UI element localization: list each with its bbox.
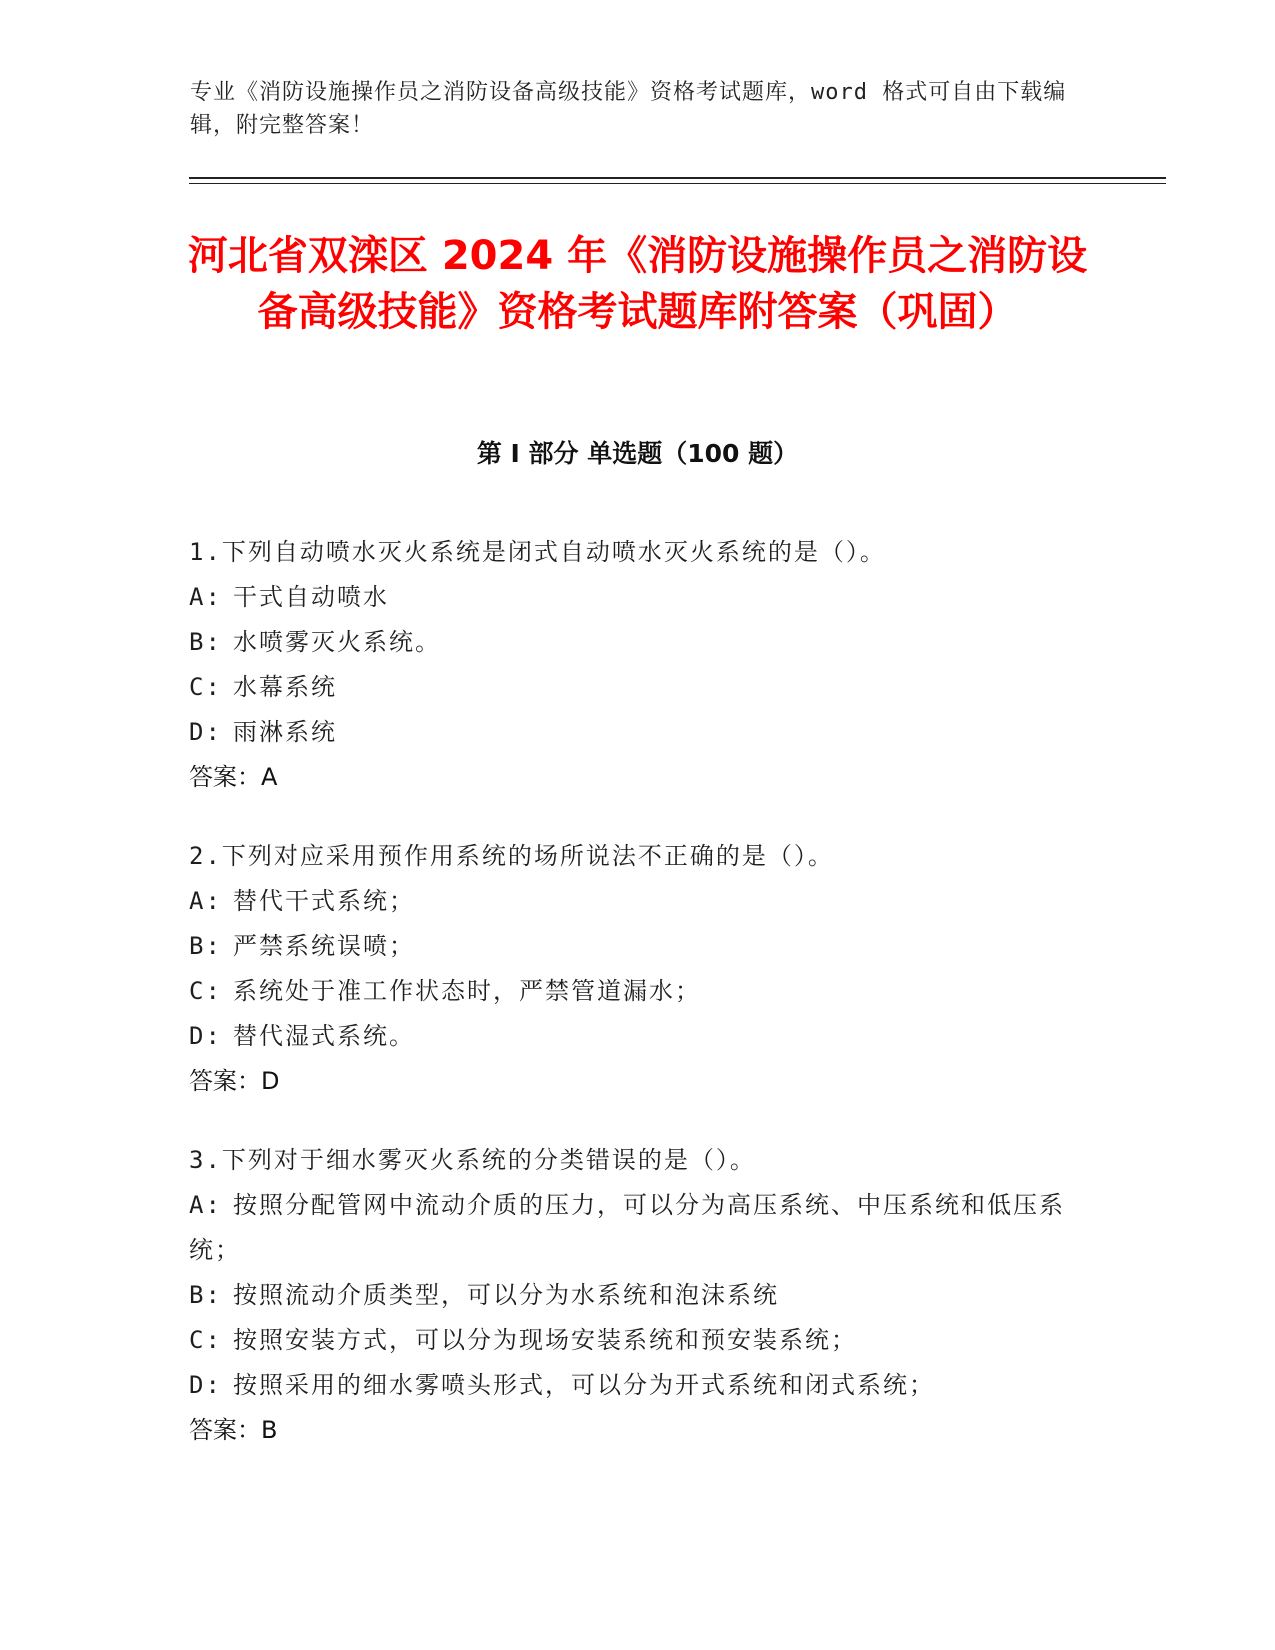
answer-line — [189, 755, 1089, 800]
option-text: 严禁系统误喷； — [233, 932, 415, 960]
option-letter: A: — [189, 887, 222, 915]
option-c — [189, 665, 1089, 710]
option-c — [189, 969, 1089, 1014]
option-d — [189, 1014, 1089, 1059]
question-2 — [189, 834, 1089, 1104]
option-text: 水幕系统 — [233, 673, 337, 701]
option-text: 按照分配管网中流动介质的压力，可以分为高压系统、中压系统和低压系统； — [189, 1191, 1065, 1264]
header-divider-thin — [189, 183, 1166, 184]
option-letter: D: — [189, 718, 222, 746]
answer-value: D — [261, 1067, 280, 1095]
option-text: 水喷雾灭火系统。 — [233, 628, 441, 656]
answer-line — [189, 1059, 1089, 1104]
option-a — [189, 879, 1089, 924]
document-title: 河北省双滦区 2024 年《消防设施操作员之消防设备高级技能》资格考试题库附答案（巩固） — [187, 233, 1088, 335]
question-list — [189, 530, 1089, 1487]
option-text: 雨淋系统 — [233, 718, 337, 746]
option-b — [189, 924, 1089, 969]
option-text: 按照采用的细水雾喷头形式，可以分为开式系统和闭式系统； — [233, 1371, 935, 1399]
option-letter: B: — [189, 628, 222, 656]
answer-label: 答案： — [189, 1067, 261, 1095]
option-a — [189, 575, 1089, 620]
option-b — [189, 1273, 1089, 1318]
header-divider-thick — [189, 177, 1166, 179]
option-text: 干式自动喷水 — [233, 583, 389, 611]
question-stem: 2.下列对应采用预作用系统的场所说法不正确的是（）。 — [189, 842, 834, 870]
option-text: 替代湿式系统。 — [233, 1022, 415, 1050]
option-letter: A: — [189, 1191, 222, 1219]
option-c — [189, 1318, 1089, 1363]
option-letter: D: — [189, 1371, 222, 1399]
option-text: 按照流动介质类型，可以分为水系统和泡沫系统 — [233, 1281, 779, 1309]
option-text: 替代干式系统； — [233, 887, 415, 915]
answer-label: 答案： — [189, 1416, 261, 1444]
option-d — [189, 1363, 1089, 1408]
option-text: 系统处于准工作状态时，严禁管道漏水； — [233, 977, 701, 1005]
option-letter: B: — [189, 1281, 222, 1309]
answer-value: A — [261, 763, 278, 791]
header-note: 专业《消防设施操作员之消防设备高级技能》资格考试题库，word 格式可自由下载编辑，附完整答案！ — [190, 80, 1067, 138]
option-letter: D: — [189, 1022, 222, 1050]
option-letter: C: — [189, 1326, 222, 1354]
question-stem: 1.下列自动喷水灭火系统是闭式自动喷水灭火系统的是（）。 — [189, 538, 886, 566]
option-letter: B: — [189, 932, 222, 960]
option-d — [189, 710, 1089, 755]
answer-label: 答案： — [189, 763, 261, 791]
question-stem: 3.下列对于细水雾灭火系统的分类错误的是（）。 — [189, 1146, 756, 1174]
option-b — [189, 620, 1089, 665]
answer-value: B — [261, 1416, 278, 1444]
option-a — [189, 1183, 1089, 1273]
question-3 — [189, 1138, 1089, 1453]
option-text: 按照安装方式，可以分为现场安装系统和预安装系统； — [233, 1326, 857, 1354]
answer-line — [189, 1408, 1089, 1453]
option-letter: C: — [189, 673, 222, 701]
option-letter: A: — [189, 583, 222, 611]
option-letter: C: — [189, 977, 222, 1005]
section-heading: 第 I 部分 单选题（100 题） — [476, 439, 799, 468]
question-1 — [189, 530, 1089, 800]
